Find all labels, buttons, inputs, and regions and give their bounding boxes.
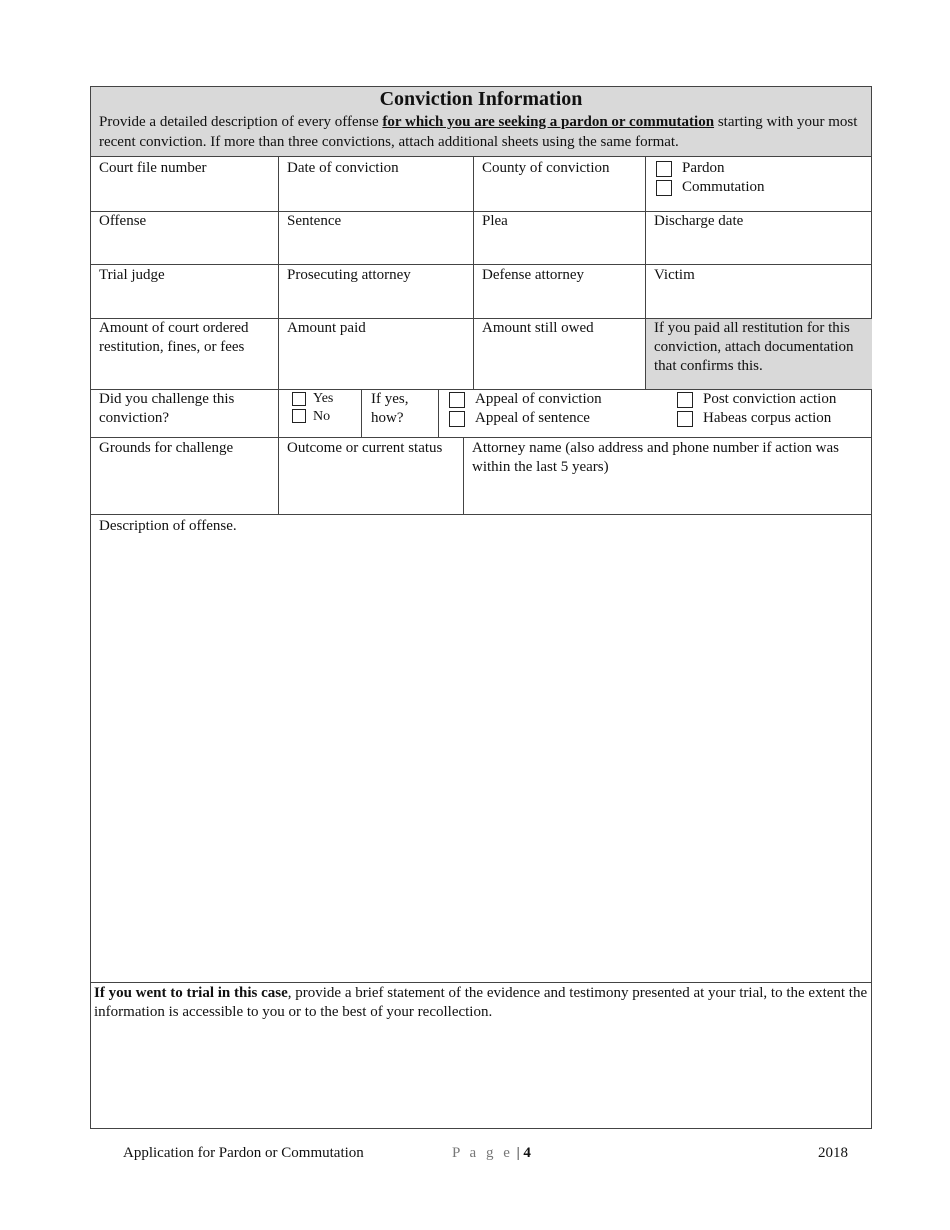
trial-statement-bold: If you went to trial in this case <box>94 985 288 1001</box>
column-divider <box>473 157 474 389</box>
intro-text-a: Provide a detailed description of every offense <box>99 114 383 130</box>
challenge-question: Did you challenge this conviction? <box>99 391 235 426</box>
commutation-label: Commutation <box>682 179 765 195</box>
pardon-label: Pardon <box>682 160 725 176</box>
court-file-number-field[interactable]: Court file number <box>99 160 207 176</box>
yes-checkbox[interactable] <box>292 392 306 406</box>
column-divider <box>438 389 439 437</box>
amount-owed-field[interactable]: Amount still owed <box>482 320 594 336</box>
footer-year: 2018 <box>818 1145 848 1161</box>
appeal-sentence-checkbox[interactable] <box>449 411 465 427</box>
restitution-note: If you paid all restitution for this conviction, attach documentation that confirms this. <box>654 320 854 374</box>
form-instructions <box>99 112 865 152</box>
post-conviction-checkbox[interactable] <box>677 392 693 408</box>
habeas-corpus-label: Habeas corpus action <box>703 410 832 426</box>
row-divider <box>91 264 872 265</box>
sentence-field[interactable]: Sentence <box>287 213 342 229</box>
appeal-conviction-label: Appeal of conviction <box>475 391 602 407</box>
form-title: Conviction Information <box>379 88 583 110</box>
conviction-information-form <box>90 86 872 1129</box>
description-of-offense-field[interactable]: Description of offense. <box>99 518 237 534</box>
intro-text-b: starting with your most recent conviction. If more than three convictions, attach additional sheets using the same format. <box>99 114 858 150</box>
column-divider <box>278 437 279 514</box>
row-divider <box>91 514 872 515</box>
column-divider <box>645 157 646 389</box>
outcome-status-field[interactable]: Outcome or current status <box>287 440 443 456</box>
appeal-sentence-label: Appeal of sentence <box>475 410 590 426</box>
offense-field[interactable]: Offense <box>99 213 147 229</box>
date-of-conviction-field[interactable]: Date of conviction <box>287 160 399 176</box>
amount-paid-field[interactable]: Amount paid <box>287 320 366 336</box>
footer-separator: | <box>512 1145 524 1161</box>
pardon-checkbox[interactable] <box>656 161 672 177</box>
column-divider <box>361 389 362 437</box>
defense-attorney-field[interactable]: Defense attorney <box>482 267 585 283</box>
column-divider <box>278 389 279 437</box>
form-header <box>91 87 871 157</box>
habeas-corpus-checkbox[interactable] <box>677 411 693 427</box>
trial-judge-field[interactable]: Trial judge <box>99 267 165 283</box>
commutation-checkbox[interactable] <box>656 180 672 196</box>
amount-ordered-field[interactable]: Amount of court ordered restitution, fines, or fees <box>99 320 249 355</box>
trial-statement-text: , provide a brief statement of the evidence and testimony presented at your trial, to the extent the information is accessible to you or to the best of your recollection. <box>94 985 868 1020</box>
column-divider <box>278 157 279 389</box>
grounds-for-challenge-field[interactable]: Grounds for challenge <box>99 440 234 456</box>
if-yes-how-label: If yes, how? <box>371 391 409 426</box>
discharge-date-field[interactable]: Discharge date <box>654 213 744 229</box>
footer-page <box>452 1145 531 1162</box>
county-of-conviction-field[interactable]: County of conviction <box>482 160 610 176</box>
trial-statement-field[interactable] <box>94 984 870 1022</box>
column-divider <box>463 437 464 514</box>
attorney-name-field[interactable]: Attorney name (also address and phone number if action was within the last 5 years) <box>472 440 839 475</box>
no-checkbox[interactable] <box>292 409 306 423</box>
appeal-conviction-checkbox[interactable] <box>449 392 465 408</box>
intro-emphasis: for which you are seeking a pardon or commutation <box>382 114 715 130</box>
footer-page-word: P a g e <box>452 1145 513 1161</box>
no-label: No <box>313 409 331 424</box>
post-conviction-label: Post conviction action <box>703 391 837 407</box>
footer-title: Application for Pardon or Commutation <box>123 1145 364 1161</box>
victim-field[interactable]: Victim <box>654 267 695 283</box>
row-divider <box>91 437 872 438</box>
yes-label: Yes <box>313 391 334 406</box>
row-divider <box>91 982 872 983</box>
plea-field[interactable]: Plea <box>482 213 508 229</box>
prosecuting-attorney-field[interactable]: Prosecuting attorney <box>287 267 411 283</box>
footer-page-number: 4 <box>523 1145 531 1161</box>
